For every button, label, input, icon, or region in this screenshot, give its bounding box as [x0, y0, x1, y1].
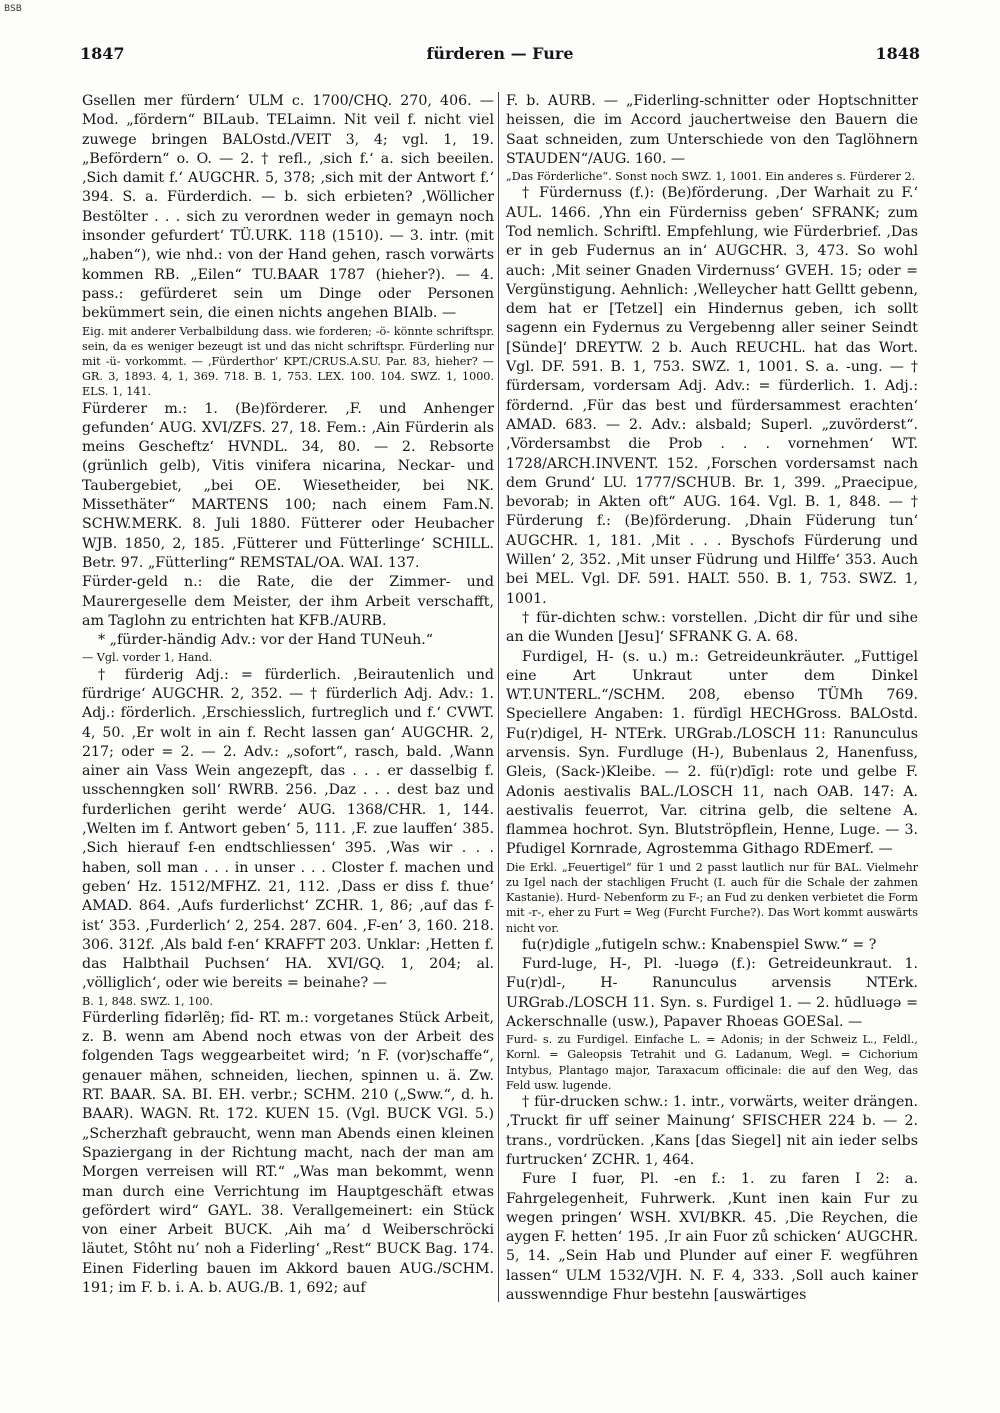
column-divider	[498, 92, 499, 1302]
etymology-note: — Vgl. vorder 1, Hand.	[82, 651, 213, 665]
left-column	[82, 92, 494, 1318]
dictionary-entry: † für-dichten schw.: vorstellen. ‚Dicht dir für und sihe an die Wunden [Jesu]‘ SFRANK G. A. 68.	[506, 609, 918, 646]
dictionary-entry: Fürderer m.: 1. (Be)förderer. ‚F. und Anhenger gefunden‘ AUG. XVI/ZFS. 27, 18. Fem.: ‚Ain Fürderin als meins Gescheftz‘ HVNDL. 34, 80. — 2. Rebsorte (grünlich gelb), Vitis vinifera nicarina, Neckar- und Taubergebiet, „bei OE. Wiesetheider, bei NK. Missethäter“ MARTENS 100; nach einem Fam.N. SCHW.MERK. 8. Juli 1880. Fütterer oder Heubacher WJB. 1850, 2, 185. ‚Fütterer und Fütterlinge‘ SCHILL. Betr. 97. „Fütterling“ REMSTAL/OA. WAI. 137.	[82, 400, 494, 571]
dictionary-entry: † fürderig Adj.: = fürderlich. ‚Beirautenlich und fürdrige‘ AUGCHR. 2, 352. — † fürderlich Adj. Adv.: 1. Adj.: förderlich. ‚Erschiesslich, furtreglich und f.‘ CVWT. 4, 50. ‚Er wolt in ain f. Recht lassen gan‘ AUGCHR. 2, 217; oder = 2. — 2. Adv.: „sofort“, rasch, bald. ‚Wann ainer ain Vass Wein angezepft, das . . . er dasselbig f. usschenngken soll‘ RWRB. 256. ‚Daz . . . dest baz und furderlichen geriht werde‘ AUG. 1368/CHR. 1, 144. ‚Welten im f. Antwort geben‘ 5, 111. ‚F. zue lauffen‘ 385. ‚Sich hierauf f-en endtschliessen‘ 395. ‚Was wir . . . haben, soll man . . . in unser . . . Closter f. machen und geben‘ Hz. 1512/MFHZ. 21, 112. ‚Dass er diss f. thue‘ AMAD. 864. ‚Aufs furderlichst‘ ZCHR. 1, 86; ‚auf das f-ist‘ 353. ‚Furderlich‘ 2, 254. 287. 604. ‚F-en‘ 3, 160. 218. 306. 312f. ‚Als bald f-en‘ KRAFFT 203. Unklar: ‚Hetten f. das Halbthail Puchsen‘ HA. XVI/GQ. 1, 204; al. ‚völliglich‘, oder wie bereits = beinahe? —	[82, 666, 494, 992]
dictionary-entry: * „fürder-händig Adv.: vor der Hand TUNeuh.“	[98, 632, 434, 649]
dictionary-entry: † Fürdernuss (f.): (Be)förderung. ‚Der Warhait zu F.‘ AUL. 1466. ‚Yhn ein Fürderniss geben‘ SFRANK; zum Tod nemlich. Schriftl. Empfehlung, wie Fürderbrief. ‚Das er in geb Fudernus an in‘ AUGCHR. 3, 473. So wohl auch: ‚Mit seiner Gnaden Virdernuss‘ GVEH. 15; oder = Vergünstigung. Aehnlich: ‚Welleycher hatt Gelltt gebenn, dem hat er [Tetzel] ein Hindernus geben, ich sollt sagenn ein Fydernus zu Vergebenng aller seiner Seindt [Sünde]‘ DREYTW. 2 b. Auch REUCHL. hat das Wort. Vgl. DF. 591. B. 1, 753. SWZ. 1, 1001. S. a. -ung. — † fürdersam, vordersam Adj. Adv.: = fürderlich. 1. Adj.: fördernd. ‚Für das best und fürdersammest erachten‘ AMAD. 683. — 2. Adv.: alsbald; Superl. „zuvörderst“. ‚Vördersambst die Prob . . . vornehmen‘ WT. 1728/ARCH.INVENT. 152. ‚Forschen vordersamst nach dem Grund‘ LU. 1777/SCHUB. Br. 1, 399. „Praecipue, bevorab; in Akten oft“ AUG. 164. Vgl. B. 1, 848. — † Fürderung f.: (Be)förderung. ‚Dhain Füderung tun‘ AUGCHR. 1, 181. ‚Mit . . . Byschofs Fürderung und Willen‘ 2, 352. ‚Mit unser Füdrung und Hilffe‘ 353. Auch bei MEL. Vgl. DF. 591. HALT. 550. B. 1, 753. SWZ. 1, 1001.	[506, 185, 918, 607]
etymology-note: Furd- s. zu Furdigel. Einfache L. = Adonis; in der Schweiz L., Feldl., Kornl. = Galeopsis Tetrahit und G. Ladanum, Wegl. = Cichorium Intybus, Plantago major, Taraxacum officinale: die auf den Weg, das Feld usw. lugende.	[506, 1033, 918, 1092]
left-page-number: 1847	[80, 44, 125, 63]
etymology-note: Die Erkl. „Feuertigel“ für 1 und 2 passt lautlich nur für BAL. Vielmehr zu Igel nach der stachligen Frucht (I. auch für die Schale der zahmen Kastanie). Hurd- Nebenform zu F-; an Fud zu denken verbietet die Form mit -r-, eher zu Furt = Weg (Furcht Furche?). Das Wort kommt auswärts nicht vor.	[506, 860, 918, 935]
dictionary-entry: F. b. AURB. — „Fiderling-schnitter oder Hoptschnitter heissen, die im Accord jauchertweise den Bauern die Saat schneiden, zum Unterschiede von den Taglöhnern STAUDEN“/AUG. 160. —	[506, 93, 918, 167]
right-column	[506, 92, 918, 1318]
etymology-note: „Das Förderliche“. Sonst noch SWZ. 1, 1001. Ein anderes s. Fürderer 2.	[506, 170, 916, 184]
dictionary-entry: Furdigel, H- (s. u.) m.: Getreideunkräuter. „Futtigel eine Art Unkraut unter dem Dinkel WT.UNTERL.“/SCHM. 208, ebenso TÜMh 769. Speciellere Angaben: 1. fürdīgl HECHGross. BALOstd. Fu(r)digel, H- NTErk. URGrab./LOSCH 11: Ranunculus arvensis. Syn. Furdluge (H-), Bubenlaus 2, Hanenfuss, Gleis, (Sack-)Kleibe. — 2. fü(r)dīgl: rote und gelbe F. Adonis aestivalis BAL./LOSCH 11, nach OAB. 147: A. aestivalis feuerrot, Var. citrina gelb, die seltene A. flammea hochrot. Syn. Blutströpflein, Henne, Luge. — 3. Pfudigel Kornrade, Agrostemma Githago RDEmerf. —	[506, 648, 918, 858]
running-title: fürderen — Fure	[426, 44, 574, 63]
dictionary-entry: Fürder-geld n.: die Rate, die der Zimmer- und Maurergeselle dem Meister, der ihm Arbeit verschafft, am Taglohn zu entrichten hat KFB./AURB.	[82, 574, 494, 629]
dictionary-entry: fu(r)digle „futigeln schw.: Knabenspiel Sww.“ = ?	[522, 936, 877, 953]
etymology-note: B. 1, 848. SWZ. 1, 100.	[82, 994, 214, 1008]
dictionary-entry: † für-drucken schw.: 1. intr., vorwärts, weiter drängen. ‚Truckt fir uff seiner Mainung‘ SFISCHER 224 b. — 2. trans., vordrücken. ‚Kans [das Siegel] nit ain ieder selbs furtrucken‘ ZCHR. 1, 464.	[506, 1094, 918, 1168]
dictionary-entry: Furd-luge, H-, Pl. -luəgə (f.): Getreideunkraut. 1. Fu(r)dl-, H- Ranunculus arvensis NTErk. URGrab./LOSCH 11. Syn. s. Furdigel 1. — 2. hūdluəgə = Ackerschnalle (usw.), Papaver Rhoeas GOESal. —	[506, 956, 918, 1030]
two-column-body	[80, 92, 920, 1320]
page-header	[78, 44, 922, 74]
etymology-note: Eig. mit anderer Verbalbildung dass. wie forderen; -ö- könnte schriftspr. sein, da es weniger bezeugt ist und das nicht schriftspr. Fürderling nur mit -ü- vorkommt. — ‚Fürderthor‘ KPT./CRUS.A.SU. Par. 83, hieher? — GR. 3, 1893. 4, 1, 369. 718. B. 1, 753. LEX. 100. 104. SWZ. 1, 1000. ELS. 1, 141.	[82, 324, 494, 399]
right-page-number: 1848	[875, 44, 920, 63]
dictionary-entry: Fure I fuər, Pl. -en f.: 1. zu faren I 2: a. Fahrgelegenheit, Fuhrwerk. ‚Kunt inen kain Fur zu wegen pringen‘ WSH. XVI/BKR. 45. ‚Die Reychen, die aygen F. hetten‘ 195. ‚Ir ain Fuor zů schicken‘ AUGCHR. 5, 14. „Sein Hab und Plunder auf einer F. wegführen lassen“ ULM 1532/VJH. N. F. 4, 333. ‚Soll auch kainer ausswenndige Fhur bestehn [auswärtiges	[506, 1171, 918, 1304]
dictionary-entry: Fürderling fīdərlẽŋ; fīd- RT. m.: vorgetanes Stück Arbeit, z. B. wenn am Abend noch etwas von der Arbeit des folgenden Tags weggearbeitet wird; ’n F. (vor)schaffe“, genauer mähen, schneiden, liechen, spinnen u. ä. Zw. RT. BAAR. SA. BI. EH. verbr.; SCHM. 210 („Sww.“, d. h. BAAR). WAGN. Rt. 172. KUEN 15. (Vgl. BUCK VGl. 5.) „Scherzhaft gebraucht, wenn man Abends einen kleinen Spaziergang in der Richtung macht, nach der man am Morgen verreisen will RT.“ „Was man bekommt, wenn man durch eine Verrichtung im Hauptgeschäft etwas gefördert wird“ GAYL. 38. Verallgemeinert: ein Stück von einer Arbeit BUCK. ‚Aih ma’ d Weiberschröcki läutet, Stôht nu’ noh a Fiderling‘ „Rest“ BUCK Bag. 174. Einen Fiderling bauen im Akkord bauen AUG./SCHM. 191; im F. b. i. A. b. AUG./B. 1, 692; auf	[82, 1009, 494, 1297]
library-stamp: BSB	[4, 4, 22, 14]
dictionary-entry: Gsellen mer fürdern‘ ULM c. 1700/CHQ. 270, 406. — Mod. „fördern“ BILaub. TELaimn. Nit veil f. nicht viel zuwege bringen BALOstd./VEIT 3, 4; vgl. 1, 19. „Befördern“ o. O. — 2. † refl., ‚sich f.‘ a. sich beeilen. ‚Sich damit f.‘ AUGCHR. 5, 378; ‚sich mit der Antwort f.‘ 394. S. a. Fürderdich. — b. sich erbieten? ‚Wöllicher Bestölter . . . sich zu verordnen weder in gemayn noch insonder gefurdert‘ TÜ.URK. 118 (1510). — 3. intr. (mit „haben“), wie nhd.: von der Hand gehen, rasch vorwärts kommen RB. „Eilen“ TU.BAAR 1787 (hieher?). — 4. pass.: gefürderet sein um Dinge oder Personen bekümmert sein, die einen nichts angehen BIAlb. —	[82, 93, 494, 322]
